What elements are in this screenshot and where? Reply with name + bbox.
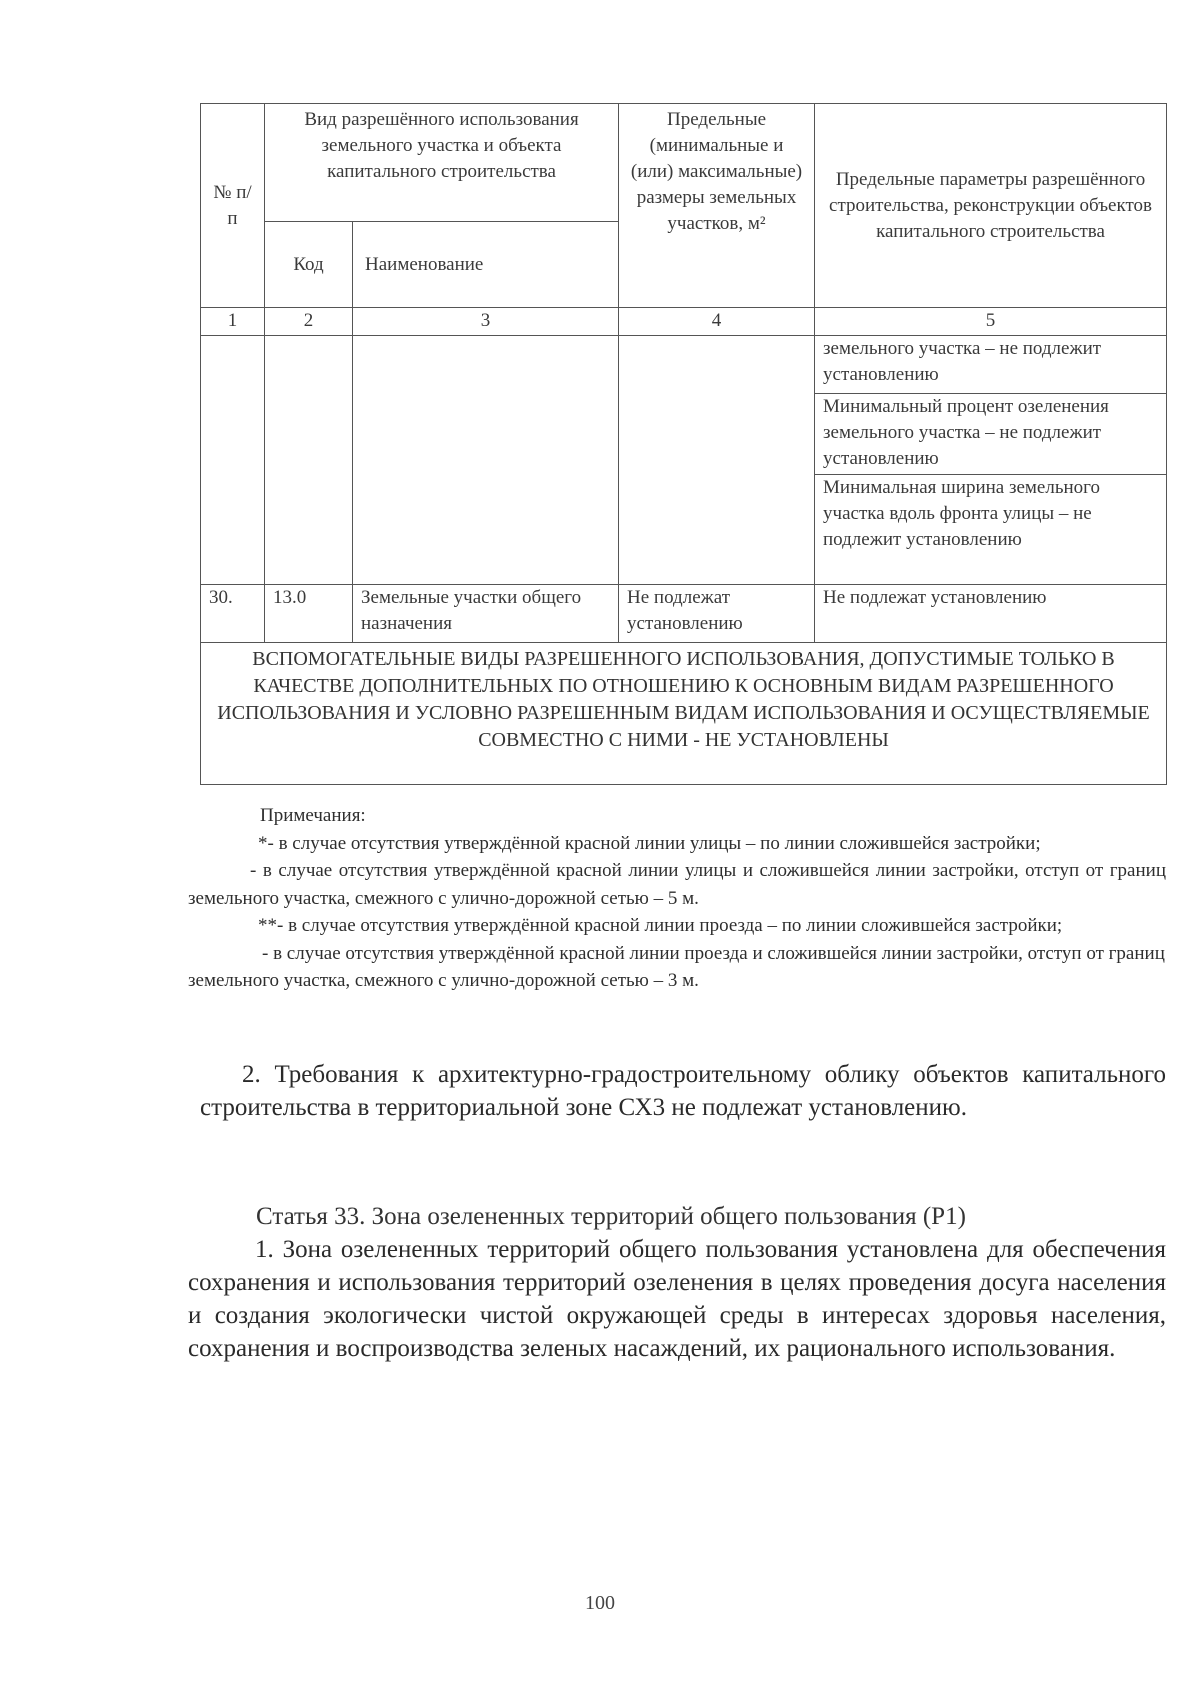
article-title: Статья 33. Зона озелененных территорий общего пользования (Р1) <box>256 1203 966 1230</box>
header-use-type: Вид разрешённого использования земельного участка и объекта капитального строительства <box>265 104 619 222</box>
note-item-4: - в случае отсутствия утверждённой красной линии проезда и сложившейся линии застройки, отступ от границ земельного участка, смежного с улично-дорожной сетью – 3 м. <box>188 942 1165 991</box>
zone-parameters-table <box>200 103 1167 785</box>
header-build-params: Предельные параметры разрешённого строительства, реконструкции объектов капитального строительства <box>815 104 1167 308</box>
col-number-1: 1 <box>201 308 265 336</box>
col-number-2: 2 <box>265 308 353 336</box>
architectural-requirements-paragraph: 2. Требования к архитектурно-градостроительному облику объектов капитального строительства в территориальной зоне СХ3 не подлежат установлению. <box>200 1061 1166 1121</box>
continued-cell-code <box>265 336 353 585</box>
header-code: Код <box>265 222 353 308</box>
col-number-5: 5 <box>815 308 1167 336</box>
article-paragraph: 1. Зона озелененных территорий общего пользования установлена для обеспечения сохранения и использования территорий озеленения в целях проведения досуга населения и создания экологически чистой окружающей среды в интересах здоровья населения, сохранения и воспроизводства зеленых насаждений, их рационального использования. <box>188 1236 1166 1362</box>
col-number-3: 3 <box>353 308 619 336</box>
continued-cell-size <box>619 336 815 585</box>
table-row <box>201 585 1167 643</box>
continued-cell-num <box>201 336 265 585</box>
row30-size: Не подлежат установлению <box>619 585 815 643</box>
note-item-3: **- в случае отсутствия утверждённой красной линии проезда – по линии сложившейся застройки; <box>258 915 1063 936</box>
auxiliary-uses-heading: ВСПОМОГАТЕЛЬНЫЕ ВИДЫ РАЗРЕШЕННОГО ИСПОЛЬЗОВАНИЯ, ДОПУСТИМЫЕ ТОЛЬКО В КАЧЕСТВЕ ДОПОЛНИТЕЛЬНЫХ ПО ОТНОШЕНИЮ К ОСНОВНЫМ ВИДАМ РАЗРЕШЕННОГО ИСПОЛЬЗОВАНИЯ И УСЛОВНО РАЗРЕШЕННЫМ ВИДАМ ИСПОЛЬЗОВАНИЯ И ОСУЩЕСТВЛЯЕМЫЕ СОВМЕСТНО С НИМИ - НЕ УСТАНОВЛЕНЫ <box>201 643 1167 785</box>
header-name: Наименование <box>353 222 619 308</box>
continued-cell-name <box>353 336 619 585</box>
note-item-1: *- в случае отсутствия утверждённой красной линии улицы – по линии сложившейся застройки; <box>258 832 1041 854</box>
note-item-2: - в случае отсутствия утверждённой красной линии улицы и сложившейся линии застройки, отступ от границ земельного участка, смежного с улично-дорожной сетью – 5 м. <box>188 860 1166 909</box>
notes-title: Примечания: <box>260 805 366 826</box>
param-continued: земельного участка – не подлежит установлению <box>815 336 1167 394</box>
param-min-width: Минимальная ширина земельного участка вдоль фронта улицы – не подлежит установлению <box>815 475 1167 585</box>
page-number: 100 <box>585 1592 615 1614</box>
row30-name: Земельные участки общего назначения <box>353 585 619 643</box>
row30-code: 13.0 <box>265 585 353 643</box>
header-plot-size: Предельные (минимальные и (или) максимальные) размеры земельных участков, м² <box>619 104 815 308</box>
col-number-4: 4 <box>619 308 815 336</box>
header-number: № п/п <box>201 104 265 308</box>
row30-number: 30. <box>201 585 265 643</box>
param-min-greening: Минимальный процент озеленения земельного участка – не подлежит установлению <box>815 394 1167 475</box>
row30-params: Не подлежат установлению <box>815 585 1167 643</box>
notes-section <box>188 802 1166 995</box>
